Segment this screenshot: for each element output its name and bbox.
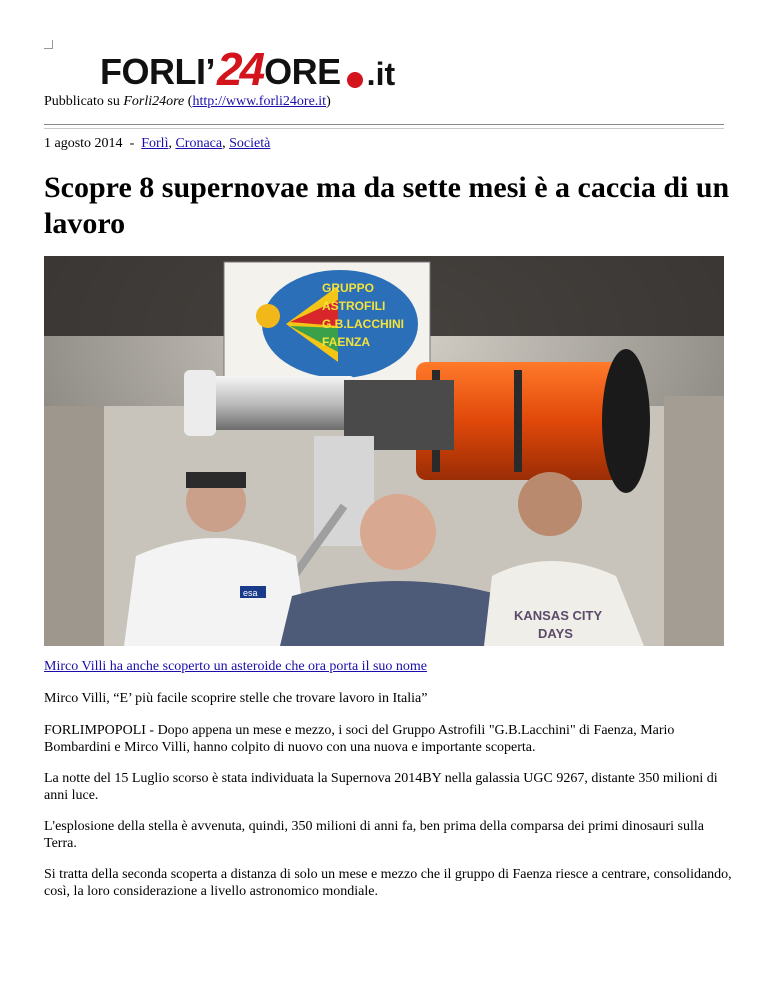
article-date: 1 agosto 2014 (44, 136, 123, 151)
shirt-text-2: DAYS (538, 626, 573, 641)
logo-forli: FORLI’ (100, 51, 215, 92)
published-on: Pubblicato su Forli24ore (http://www.forli24ore.it) (44, 94, 331, 109)
logo-24: 24 (216, 42, 263, 95)
sign-line-4: FAENZA (322, 335, 370, 349)
paragraph-1: Mirco Villi, “E’ più facile scoprire stelle che trovare lavoro in Italia” (44, 691, 428, 706)
paragraph-4: L'esplosione della stella è avvenuta, quindi, 350 milioni di anni fa, ben prima della comparsa dei primi dinosauri sulla Terra. (44, 819, 704, 851)
article-meta: 1 agosto 2014 - Forlì, Cronaca, Società (44, 136, 271, 151)
article-title: Scopre 8 supernovae ma da sette mesi è a caccia di un lavoro (44, 171, 730, 240)
paragraph-5: Si tratta della seconda scoperta a distanza di solo un mese e mezzo che il gruppo di Faenza riesce a centrare, consolidando, così, la loro considerazione a livello astronomico mondiale. (44, 867, 732, 899)
sign-line-2: ASTROFILI (322, 299, 386, 313)
sign-line-3: G.B.LACCHINI (322, 317, 404, 331)
published-url-link[interactable]: http://www.forli24ore.it (192, 94, 327, 109)
published-prefix: Pubblicato su (44, 94, 124, 109)
divider (44, 124, 724, 129)
category-link-forli[interactable]: Forlì (141, 136, 169, 151)
meta-separator: - (129, 136, 135, 151)
photo-caption-link[interactable]: Mirco Villi ha anche scoperto un asteroide che ora porta il suo nome (44, 659, 428, 674)
photo-illustration (44, 256, 724, 646)
corner-mark (44, 40, 53, 49)
logo-it: .it (366, 56, 396, 92)
shirt-logo-esa: esa (243, 588, 258, 598)
logo-ore: ORE (264, 51, 341, 92)
category-link-cronaca[interactable]: Cronaca (175, 136, 223, 151)
sign-line-1: GRUPPO (322, 281, 375, 295)
shirt-text-1: KANSAS CITY (514, 608, 603, 623)
paragraph-3: La notte del 15 Luglio scorso è stata individuata la Supernova 2014BY nella galassia UGC 9267, distante 350 milioni di anni luce. (44, 771, 718, 803)
article-photo (44, 256, 724, 646)
category-link-societa[interactable]: Società (229, 136, 271, 151)
paragraph-2: FORLIMPOPOLI - Dopo appena un mese e mezzo, i soci del Gruppo Astrofili "G.B.Lacchini" di Faenza, Mario Bombardini e Mirco Villi, hanno colpito di nuovo con una nuova e importante scoperta. (44, 723, 675, 755)
site-logo[interactable] (100, 42, 396, 95)
logo-dot-icon (347, 72, 363, 88)
published-site: Forli24ore (123, 94, 185, 109)
